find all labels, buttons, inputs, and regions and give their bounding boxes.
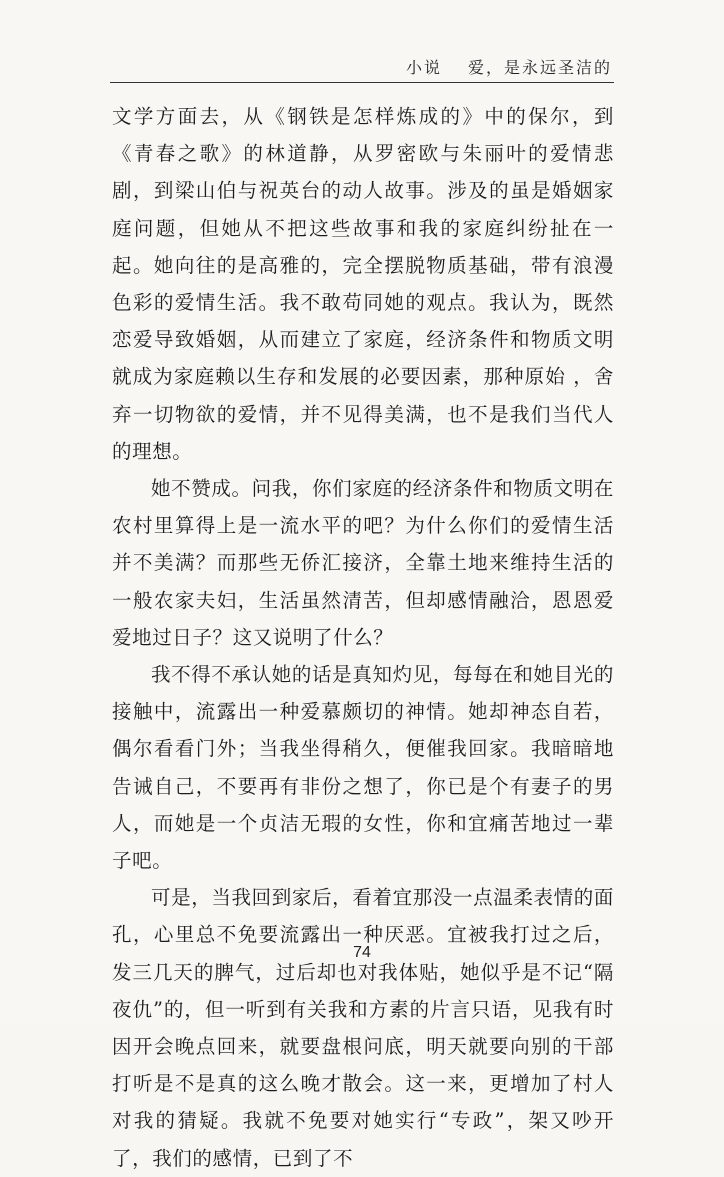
paragraph: 我不得不承认她的话是真知灼见，每每在和她目光的接触中，流露出一种爱慕颇切的神情。她却神态自若，偶尔看看门外；当我坐得稍久，便催我回家。我暗暗地告诫自己，不要再有非份之想了，你已是个有妻子的男人，而她是一个贞洁无瑕的女性，你和宜痛苦地过一辈子吧。 <box>112 663 614 873</box>
header-rule <box>110 82 614 83</box>
paragraph: 可是，当我回到家后，看着宜那没一点温柔表情的面孔，心里总不免要流露出一种厌恶。宜被我打过之后，发三几天的脾气，过后却也对我体贴，她似乎是不记“隔夜仇”的，但一听到有关我和方素的片言只语，见我有时因开会晚点回来，就要盘根问底，明天就要向别的干部打听是不是真的这么晚才散会。这一来，更增加了村人对我的猜疑。我就不免要对她实行“专政”，架又吵开了，我们的感情，已到了不 <box>112 886 614 1170</box>
page-number: 74 <box>353 944 371 961</box>
paragraph: 她不赞成。问我，你们家庭的经济条件和物质文明在农村里算得上是一流水平的吧？为什么你们的爱情生活并不美满？而那些无侨汇接济，全靠土地来维持生活的一般农家夫妇，生活虽然清苦，但却感情融洽，恩恩爱爱地过日子？这又说明了什么？ <box>112 477 614 649</box>
header-title: 爱，是永远圣洁的 <box>467 58 612 77</box>
paragraph: 文学方面去，从《钢铁是怎样炼成的》中的保尔，到《青春之歌》的林道静，从罗密欧与朱丽叶的爱情悲剧，到梁山伯与祝英台的动人故事。涉及的虽是婚姻家庭问题，但她从不把这些故事和我的家庭纠纷扯在一起。她向往的是高雅的，完全摆脱物质基础，带有浪漫色彩的爱情生活。我不敢苟同她的观点。我认为，既然恋爱导致婚姻，从而建立了家庭，经济条件和物质文明就成为家庭赖以生存和发展的必要因素，那种原始 ，舍弃一切物欲的爱情，并不见得美满，也不是我们当代人的理想。 <box>112 105 614 463</box>
body-text <box>112 98 614 1177</box>
header-section: 小说 <box>405 58 442 77</box>
running-header <box>406 55 612 78</box>
